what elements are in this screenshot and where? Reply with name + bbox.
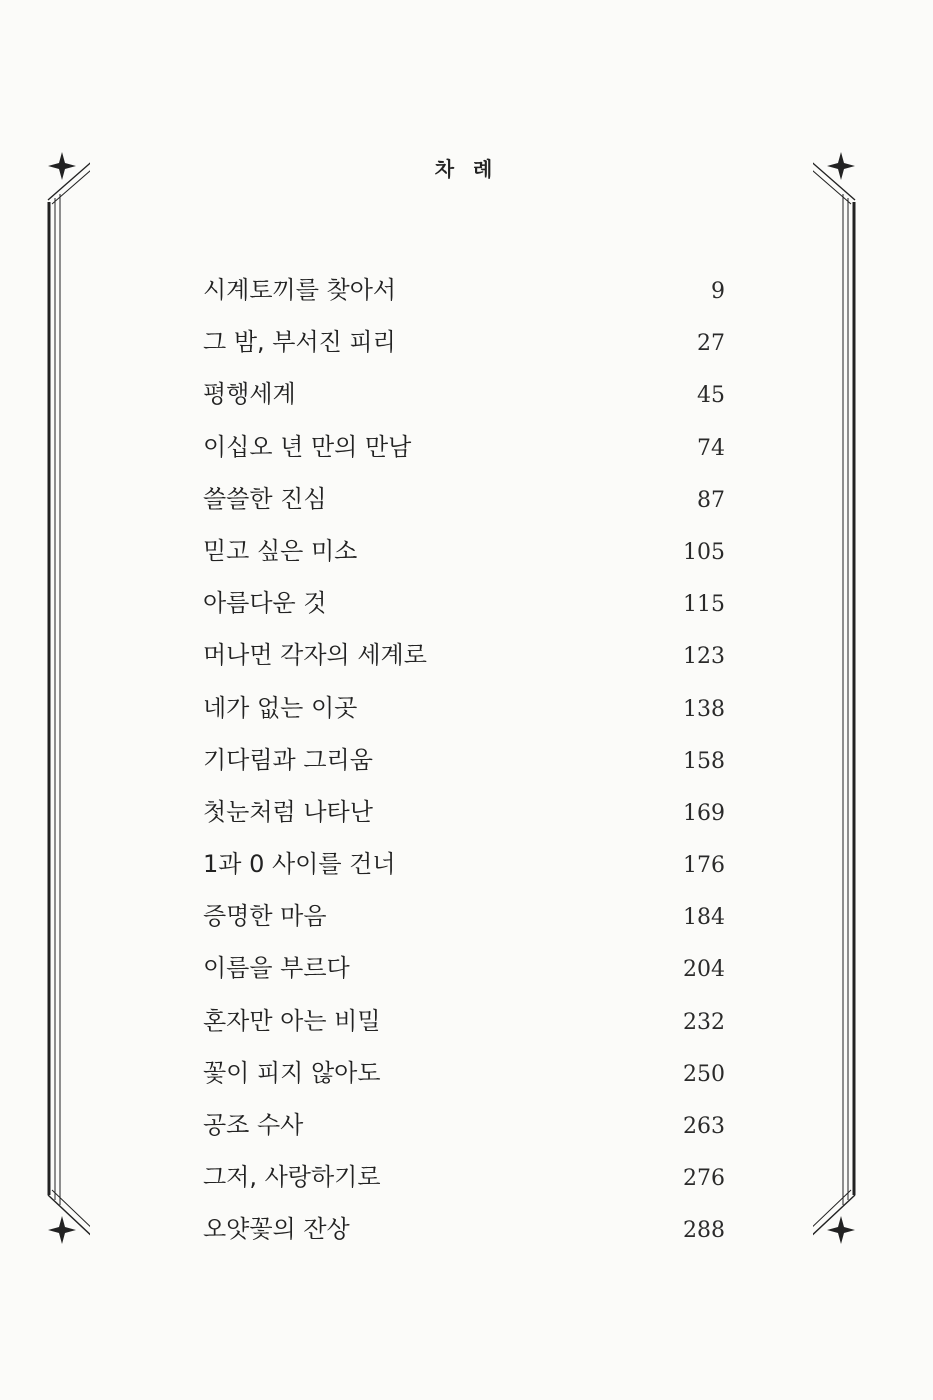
page-number: 288 <box>683 1218 725 1244</box>
page-title: 차 례 <box>434 157 499 181</box>
right-ornament-border <box>813 150 873 1250</box>
page-number: 176 <box>683 853 725 879</box>
page-number: 105 <box>683 539 725 565</box>
toc-list <box>203 268 725 1260</box>
toc-entry[interactable] <box>203 790 725 842</box>
page-number: 123 <box>683 644 725 670</box>
chapter-title: 이십오 년 만의 만남 <box>203 432 412 461</box>
page-number: 27 <box>697 331 725 357</box>
toc-entry[interactable] <box>203 894 725 946</box>
page-number: 87 <box>697 487 725 513</box>
chapter-title: 네가 없는 이곳 <box>203 693 358 722</box>
chapter-title: 믿고 싶은 미소 <box>203 536 358 565</box>
toc-entry[interactable] <box>203 581 725 633</box>
chapter-title: 시계토끼를 찾아서 <box>203 276 397 304</box>
chapter-title: 이름을 부르다 <box>203 954 350 983</box>
chapter-title: 오얏꽃의 잔상 <box>203 1215 350 1244</box>
chapter-title: 1과 0 사이를 건너 <box>203 850 396 879</box>
chapter-title: 혼자만 아는 비밀 <box>203 1006 381 1035</box>
toc-entry[interactable] <box>203 842 725 894</box>
chapter-title: 첫눈처럼 나타난 <box>203 797 373 826</box>
toc-entry[interactable] <box>203 529 725 581</box>
page-number: 115 <box>683 592 725 618</box>
page-number: 204 <box>683 957 725 983</box>
toc-entry[interactable] <box>203 320 725 372</box>
chapter-title: 머나먼 각자의 세계로 <box>203 641 427 670</box>
page-number: 184 <box>683 905 725 931</box>
page-number: 250 <box>683 1061 725 1087</box>
page-number: 169 <box>683 800 725 826</box>
chapter-title: 기다림과 그리움 <box>203 745 373 774</box>
toc-entry[interactable] <box>203 738 725 790</box>
toc-entry[interactable] <box>203 999 725 1051</box>
page-number: 232 <box>683 1009 725 1035</box>
toc-entry[interactable] <box>203 1103 725 1155</box>
chapter-title: 쓸쓸한 진심 <box>203 484 327 513</box>
toc-entry[interactable] <box>203 1051 725 1103</box>
toc-entry[interactable] <box>203 425 725 477</box>
chapter-title: 꽃이 피지 않아도 <box>203 1058 381 1087</box>
chapter-title: 아름다운 것 <box>203 589 327 618</box>
toc-entry[interactable] <box>203 633 725 685</box>
chapter-title: 공조 수사 <box>203 1111 304 1139</box>
toc-entry[interactable] <box>203 686 725 738</box>
toc-entry[interactable] <box>203 372 725 424</box>
chapter-title: 증명한 마음 <box>203 902 327 931</box>
page-number: 263 <box>683 1114 725 1139</box>
page-number: 138 <box>683 696 725 722</box>
page-number: 9 <box>711 279 725 304</box>
toc-entry[interactable] <box>203 1207 725 1259</box>
chapter-title: 그 밤, 부서진 피리 <box>203 328 396 357</box>
toc-entry[interactable] <box>203 946 725 998</box>
page-number: 74 <box>697 435 725 461</box>
left-ornament-border <box>30 150 90 1250</box>
toc-entry[interactable] <box>203 1155 725 1207</box>
page-number: 45 <box>697 383 725 409</box>
page-number: 158 <box>683 748 725 774</box>
toc-entry[interactable] <box>203 268 725 320</box>
toc-entry[interactable] <box>203 477 725 529</box>
chapter-title: 그저, 사랑하기로 <box>203 1163 381 1192</box>
chapter-title: 평행세계 <box>203 380 296 409</box>
page-number: 276 <box>683 1166 725 1192</box>
